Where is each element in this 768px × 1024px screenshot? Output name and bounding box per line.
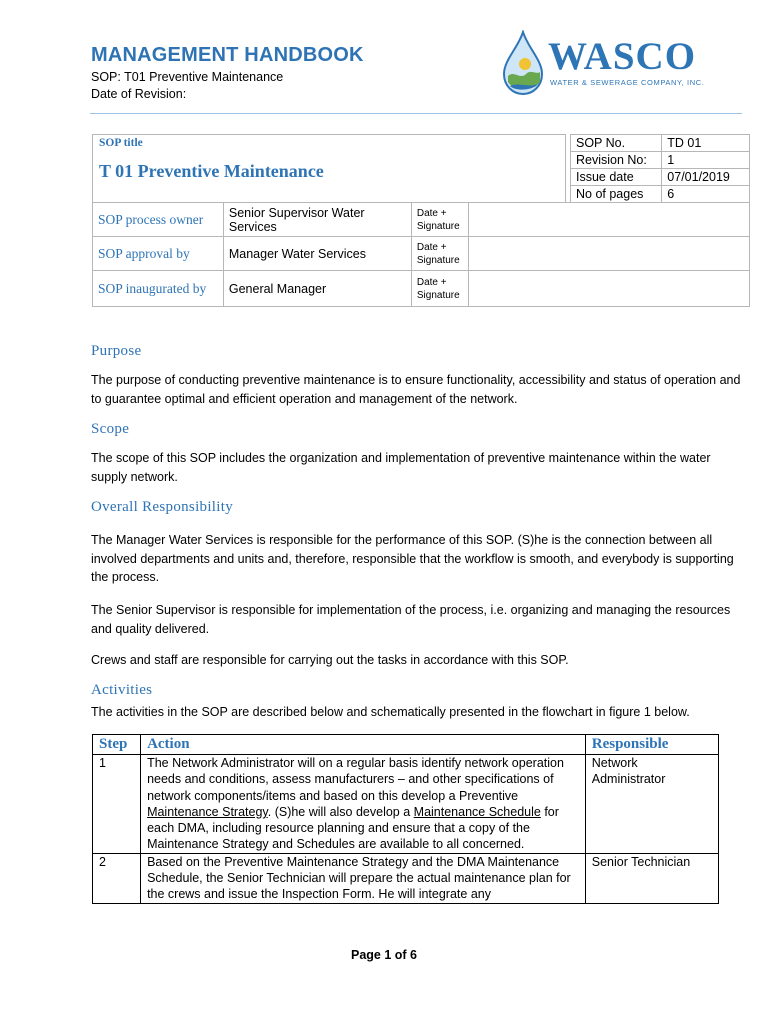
- info-label-issue-date: Issue date: [571, 169, 662, 186]
- handbook-title: MANAGEMENT HANDBOOK: [91, 44, 364, 66]
- activities-intro: The activities in the SOP are described below and schematically presented in the flowchart in figure 1 below.: [91, 705, 690, 719]
- role-sig-box-inaugurated[interactable]: [468, 271, 749, 307]
- role-name-owner: Senior Supervisor Water Services: [223, 203, 411, 237]
- activities-heading: Activities: [91, 682, 153, 698]
- role-label-owner: SOP process owner: [93, 203, 224, 237]
- col-action-header: Action: [141, 735, 586, 755]
- sop-info-grid: [570, 134, 750, 203]
- action-text: Based on the Preventive Maintenance Strategy and the DMA Maintenance Schedule, the Senior Technician will prepare the actual maintenance plan for the crews and issue the Inspection Form. He will integrate any: [141, 853, 586, 903]
- scope-heading: Scope: [91, 421, 130, 437]
- responsible-role: Network Administrator: [585, 755, 718, 854]
- page-number: Page 1 of 6: [351, 948, 417, 962]
- company-logo-tagline: WATER & SEWERAGE COMPANY, INC.: [550, 78, 705, 87]
- sop-line: SOP: T01 Preventive Maintenance: [91, 70, 284, 84]
- info-value-sop-no: TD 01: [662, 135, 750, 152]
- info-label-pages: No of pages: [571, 186, 662, 203]
- col-step-header: Step: [93, 735, 141, 755]
- role-sig-inaugurated: Date + Signature: [411, 271, 468, 307]
- role-sig-box-approval[interactable]: [468, 237, 749, 271]
- sop-title-label: SOP title: [99, 137, 143, 149]
- company-logo-wordmark: WASCO: [548, 35, 697, 78]
- role-name-approval: Manager Water Services: [223, 237, 411, 271]
- scope-paragraph: The scope of this SOP includes the organization and implementation of preventive maintenance within the water supply network.: [91, 451, 711, 484]
- role-sig-owner: Date + Signature: [411, 203, 468, 237]
- role-label-approval: SOP approval by: [93, 237, 224, 271]
- responsibility-paragraph-1: The Manager Water Services is responsible for the performance of this SOP. (S)he is the connection between all involved departments and units and, therefore, responsible that the workflow is smooth, and everybody is supporting the process.: [91, 533, 734, 584]
- responsible-role: Senior Technician: [585, 853, 718, 903]
- responsibility-heading: Overall Responsibility: [91, 499, 234, 515]
- action-text: The Network Administrator will on a regular basis identify network operation needs and conditions, assess manufacturers – and other specifications of network components/items and based on this develop a Preventive Maintenance Strategy. (S)he will also develop a Maintenance Schedule for each DMA, including resource planning and ensure that a copy of the Maintenance Strategy and Schedules are available to all concerned.: [141, 755, 586, 854]
- col-responsible-header: Responsible: [585, 735, 718, 755]
- sop-title: T 01 Preventive Maintenance: [99, 161, 324, 181]
- info-value-issue-date: 07/01/2019: [662, 169, 750, 186]
- water-drop-icon: [498, 30, 548, 96]
- step-number: 2: [93, 853, 141, 903]
- table-row: [93, 853, 719, 903]
- step-number: 1: [93, 755, 141, 854]
- role-label-inaugurated: SOP inaugurated by: [93, 271, 224, 307]
- purpose-heading: Purpose: [91, 343, 142, 359]
- sop-title-cell: [93, 135, 566, 203]
- revision-line: Date of Revision:: [91, 87, 187, 101]
- info-value-revision: 1: [662, 152, 750, 169]
- role-sig-approval: Date + Signature: [411, 237, 468, 271]
- header-divider: [90, 113, 742, 114]
- info-label-revision: Revision No:: [571, 152, 662, 169]
- maintenance-strategy-term: Maintenance Strategy: [147, 804, 268, 819]
- responsibility-paragraph-2: The Senior Supervisor is responsible for implementation of the process, i.e. organizing and managing the resources and quality delivered.: [91, 603, 731, 636]
- table-row: [93, 755, 719, 854]
- maintenance-schedule-term: Maintenance Schedule: [413, 804, 541, 819]
- responsibility-paragraph-3: Crews and staff are responsible for carrying out the tasks in accordance with this SOP.: [91, 653, 569, 667]
- role-sig-box-owner[interactable]: [468, 203, 749, 237]
- activities-table: [92, 734, 719, 904]
- purpose-paragraph: The purpose of conducting preventive maintenance is to ensure functionality, accessibility and status of operation and to guarantee optimal and efficient operation and management of the network.: [91, 373, 741, 406]
- role-name-inaugurated: General Manager: [223, 271, 411, 307]
- info-label-sop-no: SOP No.: [571, 135, 662, 152]
- info-value-pages: 6: [662, 186, 750, 203]
